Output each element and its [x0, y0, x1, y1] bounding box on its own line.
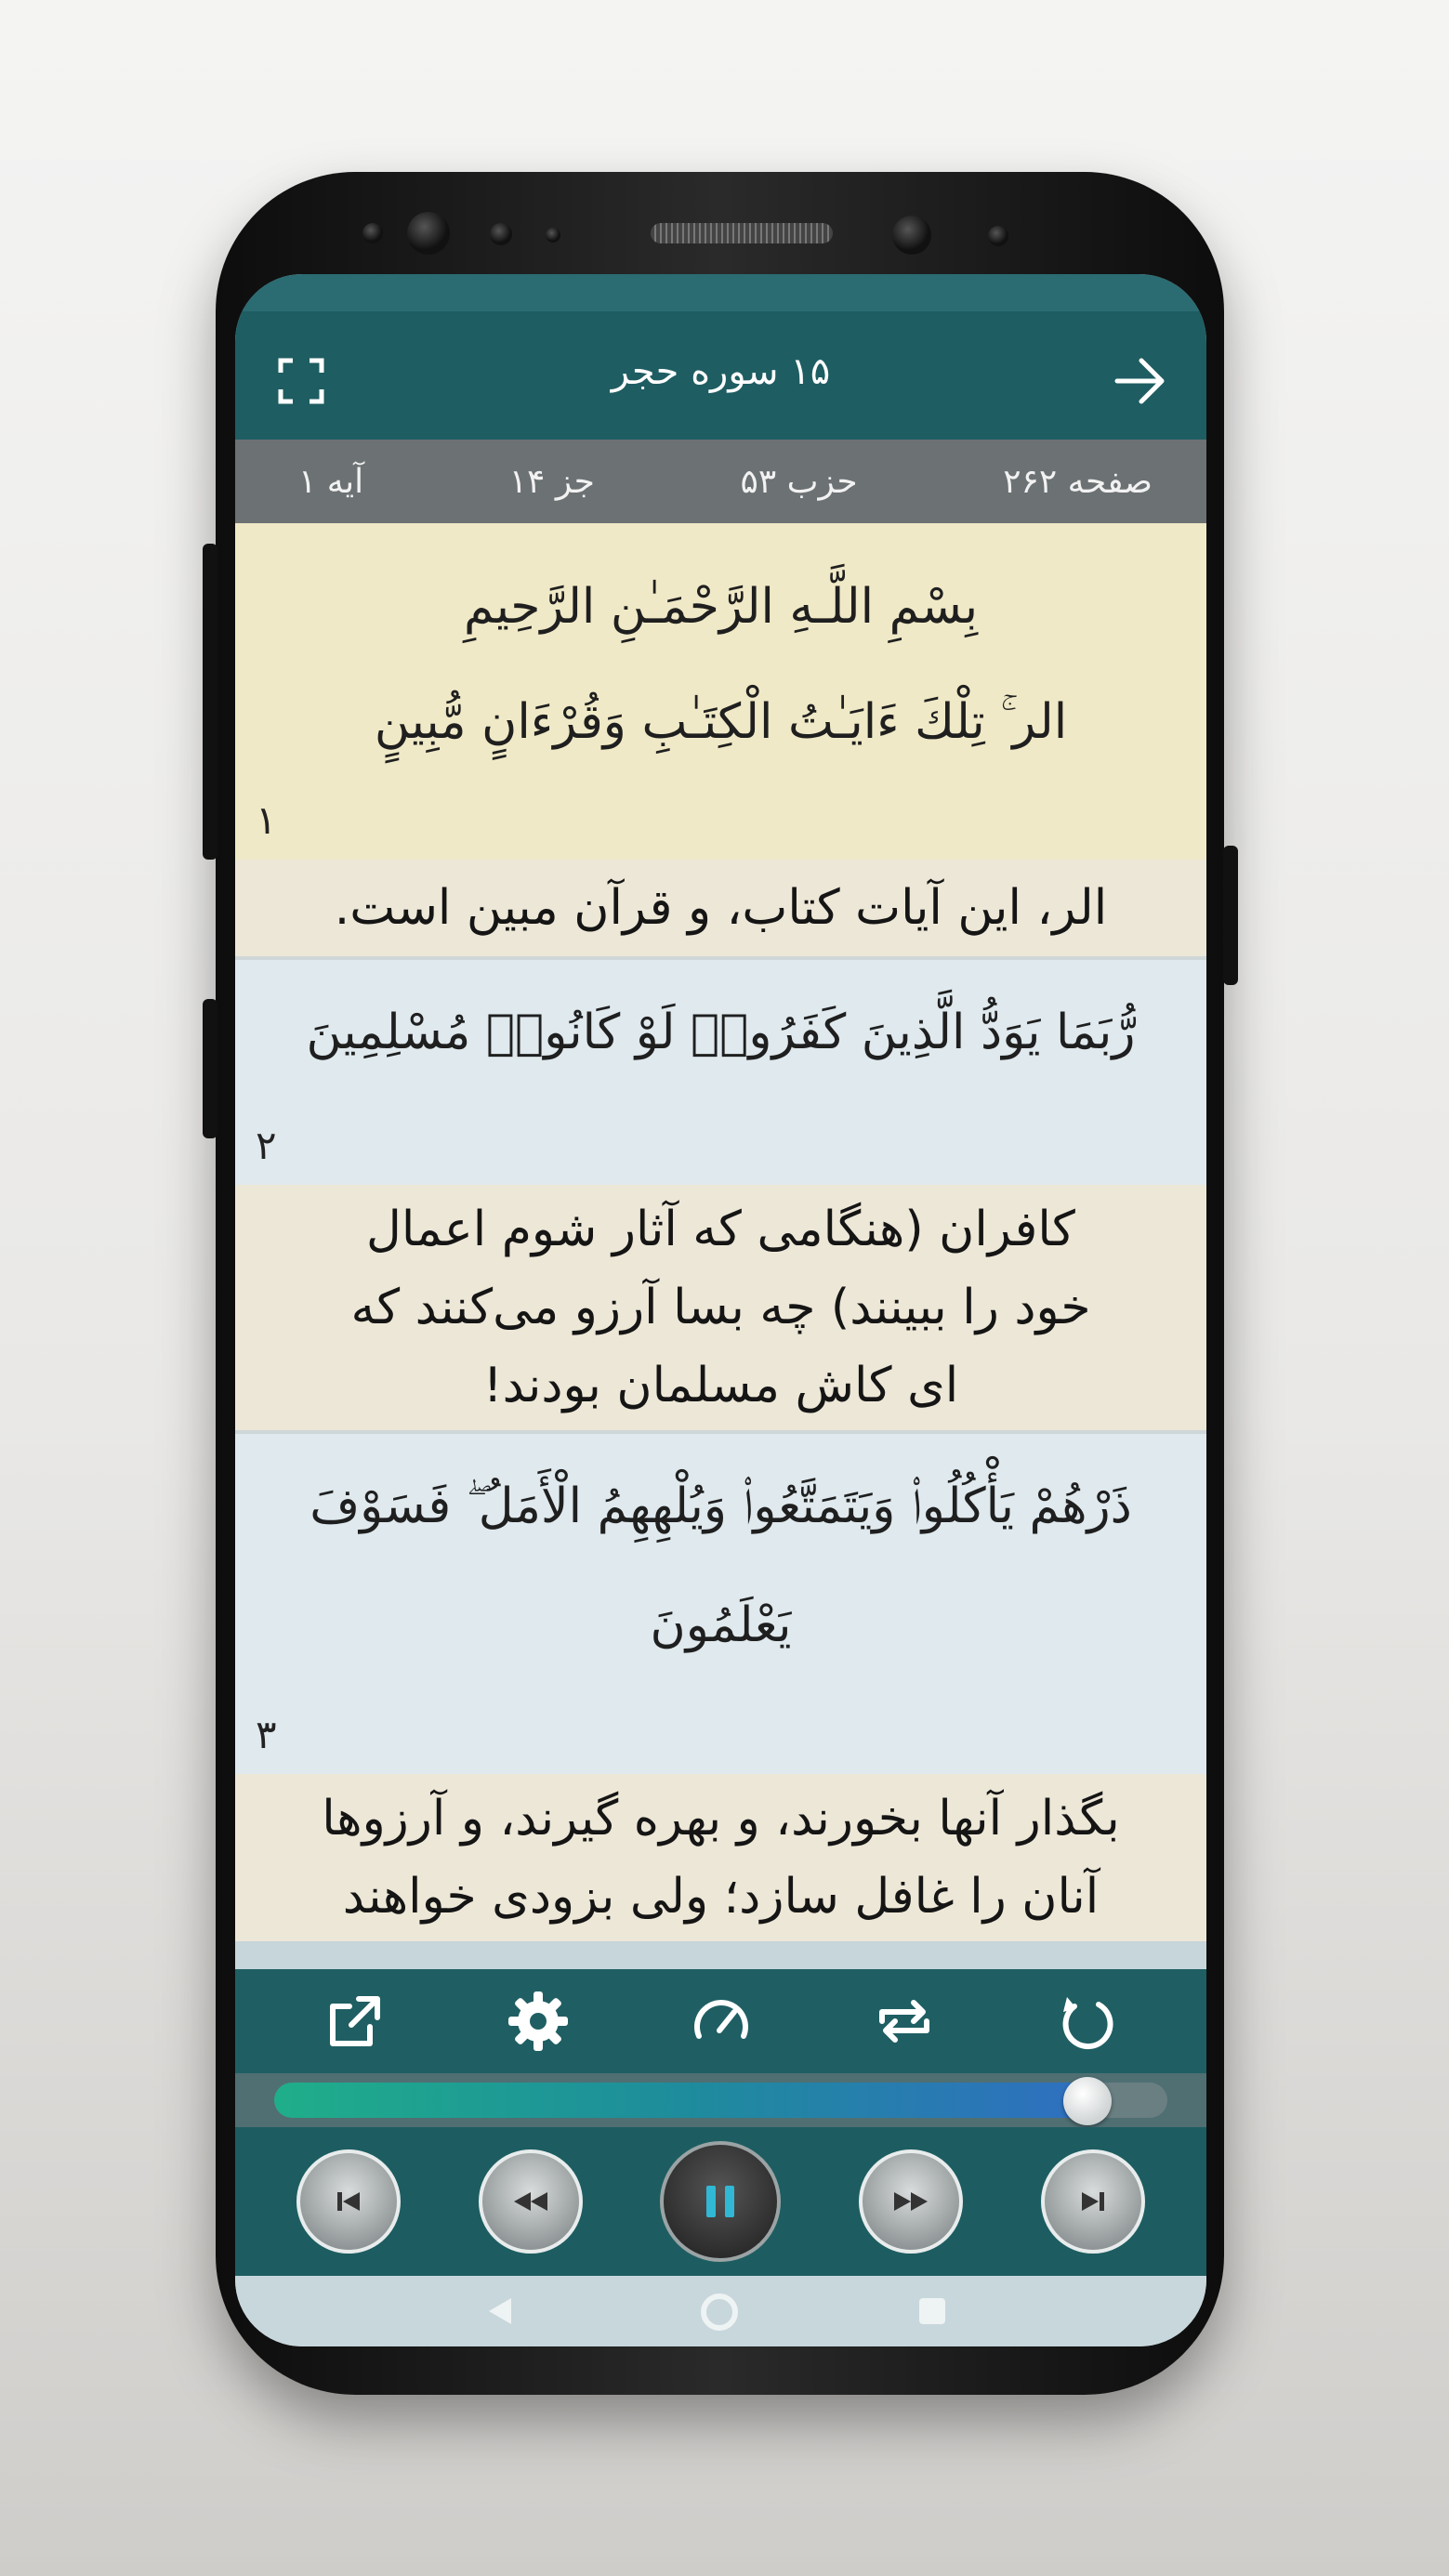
verse-number: ۳	[256, 1712, 277, 1757]
verse-translation[interactable]	[235, 1774, 1206, 1941]
translation-line: الر، این آیات کتاب، و قرآن مبین است.	[334, 880, 1108, 936]
app-header	[235, 311, 1206, 440]
sensor-dot	[362, 223, 383, 243]
repeat-icon[interactable]	[871, 1988, 938, 2055]
sensor-dot	[988, 226, 1008, 246]
fast-forward-icon	[889, 2183, 933, 2220]
nav-recents-icon[interactable]	[914, 2293, 951, 2330]
arrow-right-icon[interactable]	[1112, 352, 1169, 410]
verse-info-bar	[235, 440, 1206, 523]
progress-knob[interactable]	[1063, 2077, 1112, 2125]
iris-scanner	[892, 216, 931, 255]
share-icon[interactable]	[322, 1988, 389, 2055]
verse-arabic[interactable]	[235, 1434, 1206, 1774]
translation-line: آنان را غافل سازد؛ ولی بزودی خواهند	[342, 1869, 1100, 1925]
skip-previous-icon	[330, 2183, 367, 2220]
rewind-icon	[508, 2183, 553, 2220]
fast-forward-button[interactable]	[859, 2149, 963, 2254]
system-nav-bar	[235, 2276, 1206, 2346]
progress-bar[interactable]	[235, 2073, 1206, 2127]
refresh-icon[interactable]	[1054, 1988, 1121, 2055]
pause-button[interactable]	[660, 2141, 781, 2262]
translation-line: خود را ببینند) چه بسا آرزو می‌کنند که	[350, 1280, 1091, 1335]
earpiece-speaker	[651, 223, 833, 243]
front-camera	[407, 212, 450, 255]
verse-translation[interactable]	[235, 860, 1206, 960]
verse-arabic[interactable]	[235, 960, 1206, 1185]
pause-icon	[699, 2180, 742, 2223]
sensor-dot	[546, 228, 560, 243]
ayah-label: آیه ۱	[298, 462, 364, 501]
nav-home-icon[interactable]	[698, 2291, 741, 2333]
sensor-dot	[490, 223, 512, 245]
speed-icon[interactable]	[688, 1988, 755, 2055]
progress-track[interactable]	[274, 2083, 1167, 2118]
arabic-line: يَعْلَمُونَ	[650, 1597, 792, 1653]
skip-previous-button[interactable]	[296, 2149, 401, 2254]
translation-line: بگذار آنها بخورند، و بهره گیرند، و آرزوها	[322, 1791, 1120, 1847]
progress-fill	[274, 2083, 1087, 2118]
skip-next-icon	[1074, 2183, 1112, 2220]
arabic-line: بِسْمِ اللَّـهِ الرَّحْمَـٰنِ الرَّحِيمِ	[463, 579, 979, 635]
rewind-button[interactable]	[479, 2149, 583, 2254]
page-title: ۱۵ سوره حجر	[611, 350, 831, 393]
verse-arabic[interactable]	[235, 523, 1206, 860]
arabic-line: ذَرْهُمْ يَأْكُلُوا۟ وَيَتَمَتَّعُوا۟ وَيُلْهِهِمُ الْأَمَلُ ۖ فَسَوْفَ	[310, 1479, 1132, 1534]
nav-back-icon[interactable]	[481, 2293, 519, 2330]
translation-line: کافران (هنگامی که آثار شوم اعمال	[366, 1202, 1075, 1257]
phone-side-button	[203, 999, 217, 1138]
status-area	[235, 274, 1206, 311]
arabic-line: الر ۚ تِلْكَ ءَايَـٰتُ الْكِتَـٰبِ وَقُرْءَانٍ مُّبِينٍ	[374, 694, 1068, 750]
verse-number: ۱	[256, 797, 277, 843]
translation-line: ای کاش مسلمان بودند!	[482, 1358, 959, 1413]
control-toolbar	[235, 1969, 1206, 2073]
verse-translation[interactable]	[235, 1185, 1206, 1434]
skip-next-button[interactable]	[1041, 2149, 1145, 2254]
hizb-label: حزب ۵۳	[740, 462, 858, 501]
verse-number: ۲	[256, 1123, 277, 1168]
phone-side-button	[203, 544, 217, 860]
page-label: صفحه ۲۶۲	[1003, 462, 1153, 501]
phone-side-button	[1223, 846, 1238, 985]
screen	[235, 274, 1206, 2346]
player-controls	[235, 2127, 1206, 2276]
verse-list[interactable]	[235, 523, 1206, 1969]
arabic-line: رُّبَمَا يَوَدُّ الَّذِينَ كَفَرُوا۟ لَوْ كَانُوا۟ مُسْلِمِينَ	[306, 1005, 1136, 1060]
settings-icon[interactable]	[505, 1988, 572, 2055]
juz-label: جز ۱۴	[508, 462, 595, 501]
